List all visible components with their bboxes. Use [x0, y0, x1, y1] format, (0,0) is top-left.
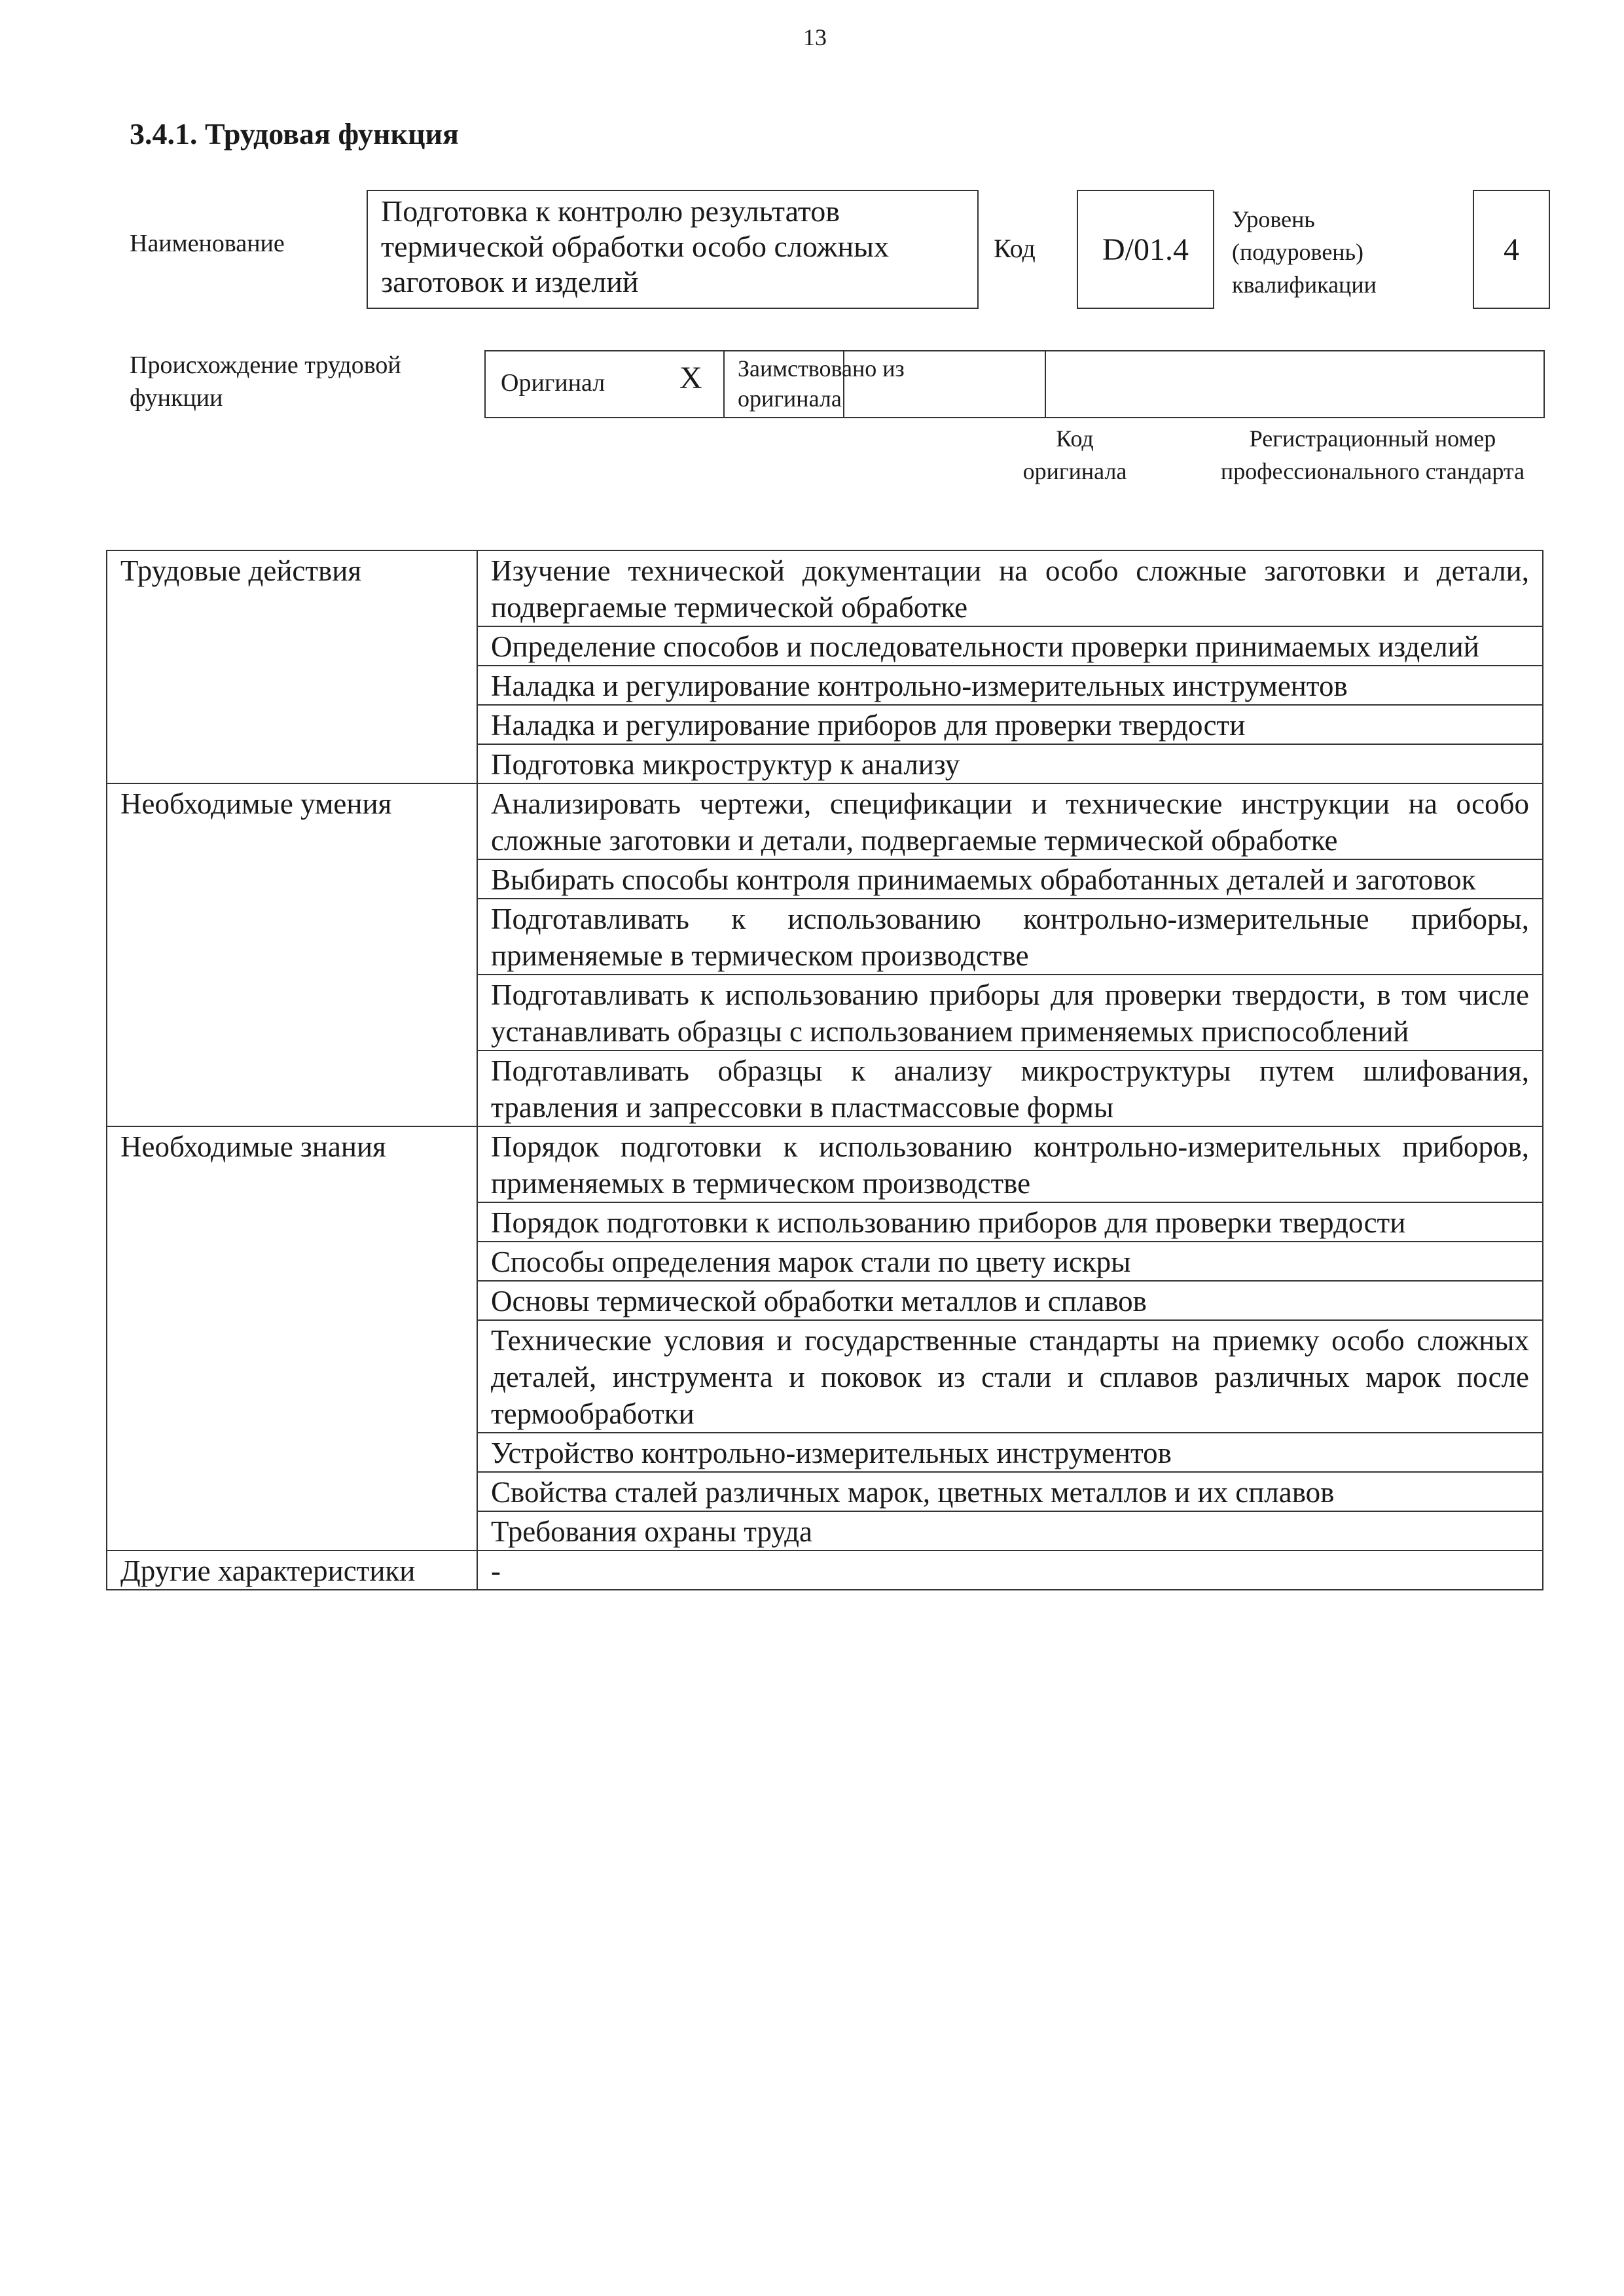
section-item: Свойства сталей различных марок, цветных металлов и их сплавов — [477, 1472, 1543, 1511]
level-value-box: 4 — [1473, 190, 1550, 309]
reg-number-caption: Регистрационный номер профессионального стандарта — [1220, 425, 1525, 484]
borrowed-label: Заимствовано из оригинала — [738, 355, 905, 412]
name-value-box: Подготовка к контролю результатов термической обработки особо сложных заготовок и изделий — [367, 190, 979, 309]
section-item: Выбирать способы контроля принимаемых обработанных деталей и заготовок — [477, 859, 1543, 899]
section-item: Порядок подготовки к использованию приборов для проверки твердости — [477, 1202, 1543, 1242]
section-item: Порядок подготовки к использованию контрольно-измерительных приборов, применяемых в термическом производстве — [477, 1126, 1543, 1202]
section-item: Способы определения марок стали по цвету искры — [477, 1242, 1543, 1281]
section-item: Наладка и регулирование контрольно-измерительных инструментов — [477, 666, 1543, 705]
table-row — [107, 1551, 1543, 1590]
table-row — [107, 1126, 1543, 1202]
function-table — [106, 550, 1543, 1590]
origin-table — [484, 350, 1545, 418]
code-label: Код — [994, 234, 1036, 263]
section-item: Подготавливать образцы к анализу микроструктуры путем шлифования, травления и запрессовки в пластмассовые формы — [477, 1050, 1543, 1126]
section-label: Другие характеристики — [107, 1551, 477, 1590]
section-item: Подготавливать к использованию контрольно-измерительные приборы, применяемые в термическом производстве — [477, 899, 1543, 975]
section-heading: 3.4.1. Трудовая функция — [130, 117, 459, 151]
origin-label: Происхождение трудовой функции — [130, 351, 401, 412]
section-label: Трудовые действия — [107, 550, 477, 783]
code-original-caption: Код оригинала — [1022, 425, 1127, 484]
section-item: Технические условия и государственные стандарты на приемку особо сложных деталей, инструмента и поковок из стали и сплавов различных марок после термообработки — [477, 1320, 1543, 1433]
section-item: Подготовка микроструктур к анализу — [477, 744, 1543, 783]
name-label: Наименование — [130, 230, 285, 257]
section-item: Наладка и регулирование приборов для проверки твердости — [477, 705, 1543, 744]
page-number: 13 — [803, 24, 827, 50]
section-label: Необходимые умения — [107, 783, 477, 1126]
code-value-box: D/01.4 — [1077, 190, 1214, 309]
level-label: Уровень (подуровень) квалификации — [1232, 206, 1377, 298]
origin-cell-reg — [1046, 351, 1244, 417]
section-item: Подготавливать к использованию приборы для проверки твердости, в том числе устанавливать образцы с использованием применяемых приспособлений — [477, 975, 1543, 1050]
section-item: Требования охраны труда — [477, 1511, 1543, 1551]
section-item: - — [477, 1551, 1543, 1590]
original-label: Оригинал — [501, 369, 605, 397]
section-item: Анализировать чертежи, спецификации и технические инструкции на особо сложные заготовки и детали, подвергаемые термической обработке — [477, 783, 1543, 859]
section-item: Устройство контрольно-измерительных инструментов — [477, 1433, 1543, 1472]
section-item: Определение способов и последовательности проверки принимаемых изделий — [477, 626, 1543, 666]
original-mark: X — [679, 361, 702, 395]
table-row — [107, 783, 1543, 859]
section-label: Необходимые знания — [107, 1126, 477, 1551]
section-item: Изучение технической документации на особо сложные заготовки и детали, подвергаемые термической обработке — [477, 550, 1543, 626]
table-row — [107, 550, 1543, 626]
section-item: Основы термической обработки металлов и сплавов — [477, 1281, 1543, 1320]
